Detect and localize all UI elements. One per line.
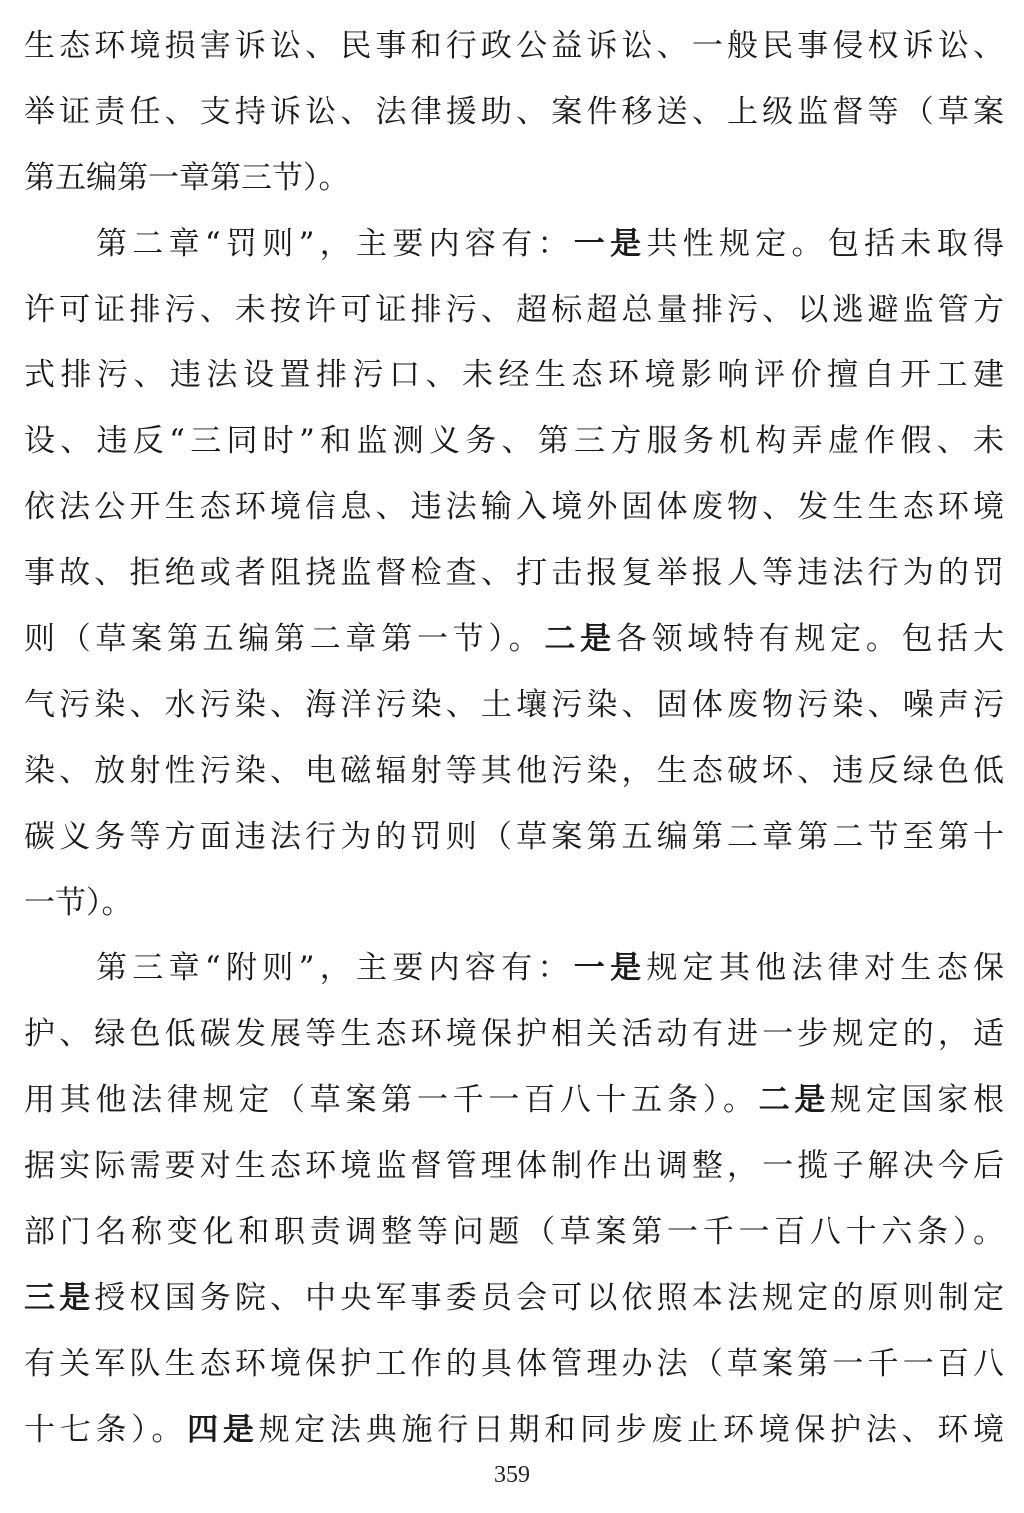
text-line	[24, 1398, 1004, 1464]
text-line	[24, 871, 1004, 937]
emphasis-label: 三是	[24, 1279, 95, 1316]
text-line	[24, 343, 1004, 409]
text-run: 规定国家根	[830, 1082, 1004, 1119]
text-line	[24, 80, 1004, 146]
text-line	[24, 1134, 1004, 1200]
text-line	[24, 1332, 1004, 1398]
text-run: 有关军队生态环境保护工作的具体管理办法（草案第一千一百八	[24, 1345, 1004, 1382]
text-run: 第五编第一章第三节）。	[24, 159, 350, 196]
text-line	[24, 1002, 1004, 1068]
text-line	[24, 1266, 1004, 1332]
text-run: 第二章“罚则”，主要内容有：	[96, 225, 574, 262]
text-run: 气污染、水污染、海洋污染、土壤污染、固体废物污染、噪声污	[24, 686, 1004, 723]
text-run: 举证责任、支持诉讼、法律援助、案件移送、上级监督等（草案	[24, 93, 1004, 130]
text-run: 染、放射性污染、电磁辐射等其他污染，生态破坏、违反绿色低	[24, 752, 1004, 789]
text-run: 式排污、违法设置排污口、未经生态环境影响评价擅自开工建	[24, 357, 1004, 394]
emphasis-label: 二是	[758, 1082, 831, 1119]
text-line	[24, 146, 1004, 212]
text-line	[24, 739, 1004, 805]
text-run: 碳义务等方面违法行为的罚则（草案第五编第二章第二节至第十	[24, 818, 1004, 855]
text-line	[24, 14, 1004, 80]
emphasis-label: 四是	[187, 1411, 259, 1448]
text-run: 生态环境损害诉讼、民事和行政公益诉讼、一般民事侵权诉讼、	[24, 28, 1004, 64]
text-run: 事故、拒绝或者阻挠监督检查、打击报复举报人等违法行为的罚	[24, 555, 1004, 592]
text-run: 设、违反“三同时”和监测义务、第三方服务机构弄虚作假、未	[24, 423, 1004, 460]
text-run: 规定法典施行日期和同步废止环境保护法、环境	[258, 1411, 1004, 1448]
text-run: 依法公开生态环境信息、违法输入境外固体废物、发生生态环境	[24, 489, 1004, 526]
text-run: 部门名称变化和职责调整等问题（草案第一千一百八十六条）。	[24, 1214, 1004, 1251]
text-run: 则（草案第五编第二章第一节）。	[24, 621, 545, 658]
text-run: 规定其他法律对生态保	[646, 950, 1004, 987]
text-line	[24, 1068, 1004, 1134]
text-run: 各领域特有规定。包括大	[615, 621, 1004, 658]
text-line	[24, 409, 1004, 475]
text-run: 授权国务院、中央军事委员会可以依照本法规定的原则制定	[94, 1279, 1004, 1316]
text-run: 护、绿色低碳发展等生态环境保护相关活动有进一步规定的，适	[24, 1016, 1004, 1053]
text-line	[24, 475, 1004, 541]
page-number: 359	[494, 1462, 530, 1488]
text-line	[24, 607, 1004, 673]
text-run: 许可证排污、未按许可证排污、超标超总量排污、以逃避监管方	[24, 291, 1004, 328]
paragraph-start	[24, 936, 1004, 1002]
emphasis-label: 一是	[573, 225, 647, 262]
text-line	[24, 805, 1004, 871]
text-run: 一节）。	[24, 884, 133, 921]
text-line	[24, 541, 1004, 607]
emphasis-label: 一是	[573, 950, 647, 987]
text-line	[24, 278, 1004, 344]
paragraph-start	[24, 212, 1004, 278]
emphasis-label: 二是	[544, 621, 616, 658]
text-run: 据实际需要对生态环境监督管理体制作出调整，一揽子解决今后	[24, 1148, 1004, 1185]
text-line	[24, 1200, 1004, 1266]
text-line	[24, 673, 1004, 739]
document-body	[24, 0, 1004, 1464]
text-run: 十七条）。	[24, 1411, 188, 1448]
text-run: 共性规定。包括未取得	[646, 225, 1004, 262]
text-run: 用其他法律规定（草案第一千一百八十五条）。	[24, 1082, 759, 1119]
text-run: 第三章“附则”，主要内容有：	[96, 950, 574, 987]
